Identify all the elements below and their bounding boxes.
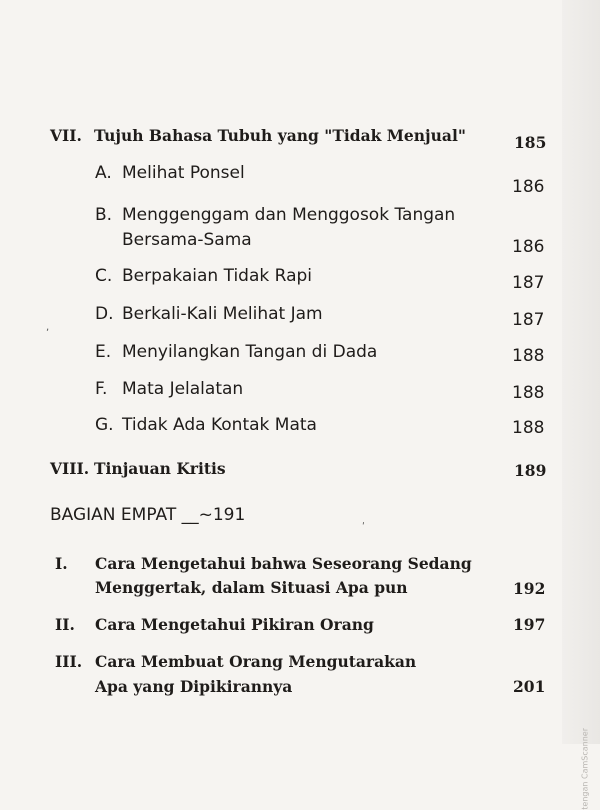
chapter-numeral: VII. bbox=[50, 126, 82, 145]
item-title: Menggenggam dan Menggosok Tangan bbox=[122, 205, 456, 225]
page-number: 185 bbox=[514, 133, 547, 152]
item-numeral: I. bbox=[55, 554, 68, 573]
item-letter: E. bbox=[95, 342, 112, 362]
item-title: Melihat Ponsel bbox=[122, 163, 245, 183]
item-numeral: II. bbox=[55, 615, 75, 634]
page-number: 188 bbox=[512, 418, 545, 438]
page-number: 201 bbox=[513, 677, 546, 696]
page-number: 187 bbox=[512, 273, 545, 293]
item-letter: D. bbox=[95, 304, 114, 324]
scanner-watermark: tengan CamScanner bbox=[581, 728, 590, 810]
item-title: Berpakaian Tidak Rapi bbox=[122, 266, 313, 286]
item-title-continued: Apa yang Dipikirannya bbox=[95, 677, 293, 696]
scan-speck: , bbox=[46, 322, 50, 333]
item-title: Cara Membuat Orang Mengutarakan bbox=[95, 652, 417, 671]
page-number: 192 bbox=[513, 579, 546, 598]
page-number: 197 bbox=[513, 615, 546, 634]
page-number: 187 bbox=[512, 310, 545, 330]
item-title-continued: Menggertak, dalam Situasi Apa pun bbox=[95, 578, 408, 597]
page-number: 186 bbox=[512, 177, 545, 197]
page-number: 188 bbox=[512, 346, 545, 366]
item-letter: C. bbox=[95, 266, 113, 286]
chapter-title: Tinjauan Kritis bbox=[94, 459, 226, 478]
item-title: Menyilangkan Tangan di Dada bbox=[122, 342, 378, 362]
item-letter: A. bbox=[95, 163, 112, 183]
page-number: 186 bbox=[512, 237, 545, 257]
item-title-continued: Bersama-Sama bbox=[122, 230, 252, 250]
chapter-title: Tujuh Bahasa Tubuh yang "Tidak Menjual" bbox=[94, 126, 466, 145]
item-letter: B. bbox=[95, 205, 113, 225]
item-letter: F. bbox=[95, 379, 108, 399]
page-edge-shadow bbox=[562, 0, 600, 744]
scan-speck: ʹ bbox=[362, 522, 365, 533]
item-title: Mata Jelalatan bbox=[122, 379, 244, 399]
item-letter: G. bbox=[95, 415, 114, 435]
item-title: Cara Mengetahui Pikiran Orang bbox=[95, 615, 374, 634]
item-title: Cara Mengetahui bahwa Seseorang Sedang bbox=[95, 554, 472, 573]
page-number: 189 bbox=[514, 461, 547, 480]
item-numeral: III. bbox=[55, 652, 83, 671]
item-title: Tidak Ada Kontak Mata bbox=[122, 415, 317, 435]
part-heading: BAGIAN EMPAT __~191 bbox=[50, 505, 246, 525]
chapter-numeral: VIII. bbox=[50, 459, 90, 478]
page-number: 188 bbox=[512, 383, 545, 403]
item-title: Berkali-Kali Melihat Jam bbox=[122, 304, 323, 324]
